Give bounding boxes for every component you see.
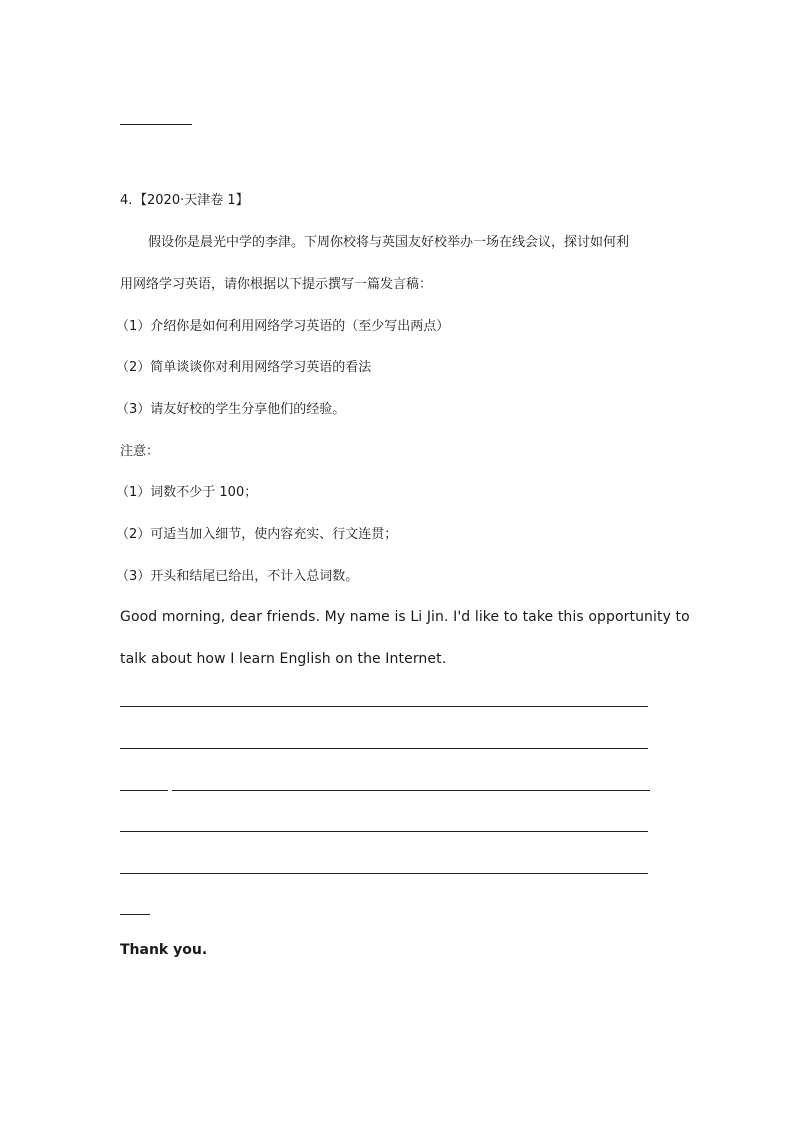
answer-line [120,790,168,791]
notes-title: 注意： [120,444,160,459]
note-2: （2）可适当加入细节，使内容充实、行文连贯； [116,527,398,542]
opening-line-1: Good morning, dear friends. My name is Li Jin. I'd like to take this opportunity to [120,609,690,625]
point-1: （1）介绍你是如何利用网络学习英语的（至少写出两点） [116,319,450,334]
closing-text: Thank you. [120,942,208,958]
answer-line [120,914,150,915]
answer-line [120,706,648,707]
prompt-line-2: 用网络学习英语，请你根据以下提示撰写一篇发言稿： [120,277,433,292]
prompt-line-1: 假设你是晨光中学的李津。下周你校将与英国友好校举办一场在线会议，探讨如何利 [148,235,630,250]
question-number: 4. [120,193,133,208]
point-3: （3）请友好校的学生分享他们的经验。 [116,402,346,417]
question-source: 【2020·天津卷 1】 [134,193,249,208]
point-2: （2）简单谈谈你对利用网络学习英语的看法 [116,360,372,375]
answer-line [120,873,648,874]
opening-line-2: talk about how I learn English on the Internet. [120,651,447,667]
answer-line [120,831,648,832]
answer-line [120,748,648,749]
answer-line [172,790,650,791]
prev-answer-line [120,124,192,125]
note-3: （3）开头和结尾已给出，不计入总词数。 [116,569,359,584]
note-1: （1）词数不少于 100； [116,485,258,500]
